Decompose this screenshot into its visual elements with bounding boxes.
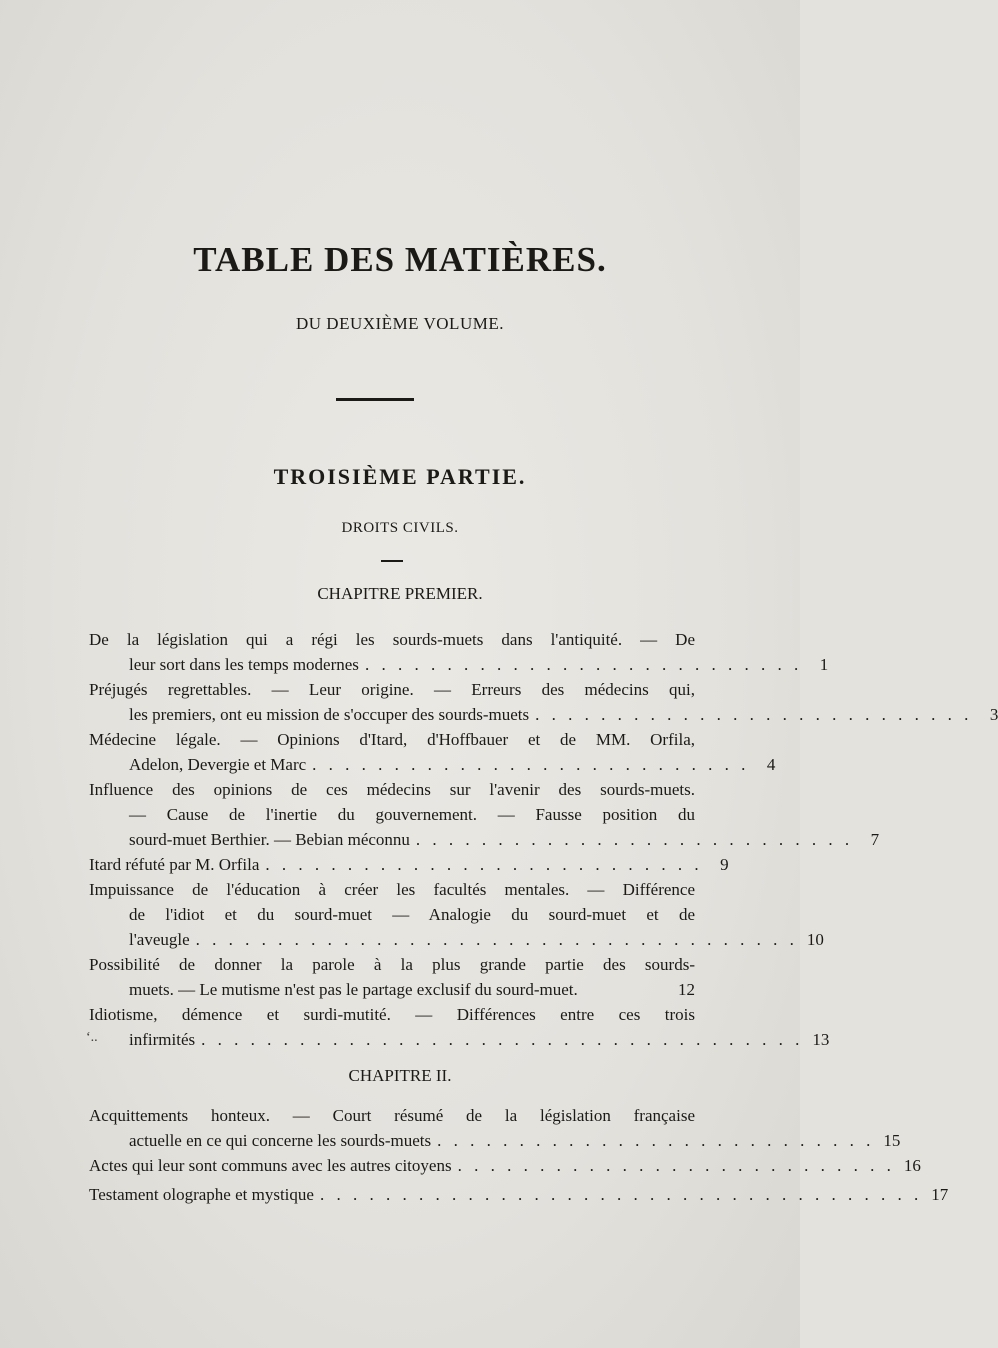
page-number: 16 xyxy=(903,1156,921,1175)
entry-line: De la législation qui a régi les sourds-muets dans l'antiquité. — De xyxy=(89,630,695,649)
toc-entry xyxy=(89,677,998,727)
title-rule xyxy=(336,398,414,401)
entry-line: Préjugés regrettables. — Leur origine. — Erreurs des médecins qui, xyxy=(89,680,695,699)
page-number: 4 xyxy=(766,755,776,774)
leader-dots: . . . . . . . . . . . . . . . . . . . . . . . . . . . xyxy=(312,755,750,774)
part-rule xyxy=(381,560,403,562)
entry-text: les premiers, ont eu mission de s'occuper des sourds-muets xyxy=(129,705,530,724)
toc-entry xyxy=(89,727,776,777)
toc-entry xyxy=(89,1002,830,1052)
page-number: 10 xyxy=(806,930,824,949)
entry-last-line xyxy=(89,1027,830,1052)
toc-entry xyxy=(89,1182,949,1207)
page-title: TABLE DES MATIÈRES. xyxy=(193,240,607,279)
entry-last-line xyxy=(89,652,829,677)
leader-dots: . . . . . . . . . . . . . . . . . . . . . . . . . . . . . . . . . . . . . xyxy=(319,1185,923,1204)
entry-last-line xyxy=(89,702,998,727)
margin-mark: ʻ.. xyxy=(86,1030,98,1045)
entry-text: muets. — Le mutisme n'est pas le partage exclusif du sourd-muet. xyxy=(129,980,578,999)
leader-dots: . . . . . . . . . . . . . . . . . . . . . . . . . . . xyxy=(437,1131,875,1150)
entry-line: Influence des opinions de ces médecins sur l'avenir des sourds-muets. xyxy=(89,780,695,799)
entry-line: Acquittements honteux. — Court résumé de la législation française xyxy=(89,1106,695,1125)
page-number: 3 xyxy=(989,705,998,724)
entry-last-line xyxy=(89,1128,901,1153)
page-number: 9 xyxy=(720,855,729,874)
toc-entry xyxy=(89,777,880,852)
part-subtitle: DROITS CIVILS. xyxy=(341,520,459,536)
entry-text: Itard réfuté par M. Orfila xyxy=(89,855,260,874)
entry-text: infirmités xyxy=(129,1030,196,1049)
entry-text: Adelon, Devergie et Marc xyxy=(129,755,307,774)
entry-last-line xyxy=(89,1153,921,1178)
entry-text: Actes qui leur sont communs avec les autres citoyens xyxy=(89,1156,452,1175)
toc-entry xyxy=(89,1153,921,1178)
page-number: 17 xyxy=(931,1185,949,1204)
leader-dots: . . . . . . . . . . . . . . . . . . . . . . . . . . . xyxy=(364,655,803,674)
toc-entry xyxy=(89,952,695,1002)
leader-dots: . . . . . . . . . . . . . . . . . . . . . . . . . . . . . . . . . . . . . xyxy=(195,930,798,949)
entry-text: Testament olographe et mystique xyxy=(89,1185,314,1204)
page-number: 13 xyxy=(812,1030,830,1049)
entry-text: actuelle en ce qui concerne les sourds-muets xyxy=(129,1131,432,1150)
leader-dots: . . . . . . . . . . . . . . . . . . . . . . . . . . . . . . . . . . . . . xyxy=(201,1030,804,1049)
entry-line: — Cause de l'inertie du gouvernement. — Fausse position du xyxy=(129,805,695,824)
leader-dots: . . . . . . . . . . . . . . . . . . . . . . . . . . . xyxy=(535,705,973,724)
entry-line: Possibilité de donner la parole à la plus grande partie des sourds- xyxy=(89,955,695,974)
toc-entry xyxy=(89,627,829,677)
entry-line: Médecine légale. — Opinions d'Itard, d'Hoffbauer et de MM. Orfila, xyxy=(89,730,695,749)
entry-last-line xyxy=(89,752,776,777)
entry-text: l'aveugle xyxy=(129,930,190,949)
entry-line: Impuissance de l'éducation à créer les facultés mentales. — Différence xyxy=(89,880,695,899)
leader-dots: . . . . . . . . . . . . . . . . . . . . . . . . . . . xyxy=(265,855,703,874)
entry-line: Idiotisme, démence et surdi-mutité. — Différences entre ces trois xyxy=(89,1005,695,1024)
toc-entry xyxy=(89,852,729,877)
page-number: 12 xyxy=(678,980,695,999)
page-number: 1 xyxy=(819,655,829,674)
toc-entry xyxy=(89,877,824,952)
chapter-heading: CHAPITRE II. xyxy=(348,1066,452,1085)
entry-line: de l'idiot et du sourd-muet — Analogie du sourd-muet et de xyxy=(129,905,695,924)
entry-text: leur sort dans les temps modernes xyxy=(129,655,359,674)
toc-entry xyxy=(89,1103,901,1153)
entry-last-line xyxy=(89,852,729,877)
page-number: 15 xyxy=(883,1131,901,1150)
part-title: TROISIÈME PARTIE. xyxy=(273,464,527,489)
page-number: 7 xyxy=(870,830,880,849)
entry-last-line xyxy=(89,927,824,952)
entry-last-line xyxy=(89,977,695,1002)
entry-last-line xyxy=(89,1182,949,1207)
volume-subtitle: DU DEUXIÈME VOLUME. xyxy=(296,314,504,333)
chapter-heading: CHAPITRE PREMIER. xyxy=(317,584,483,603)
entry-text: sourd-muet Berthier. — Bebian méconnu xyxy=(129,830,410,849)
entry-last-line xyxy=(89,827,880,852)
leader-dots: . . . . . . . . . . . . . . . . . . . . . . . . . . . xyxy=(415,830,854,849)
leader-dots: . . . . . . . . . . . . . . . . . . . . . . . . . . . xyxy=(457,1156,895,1175)
